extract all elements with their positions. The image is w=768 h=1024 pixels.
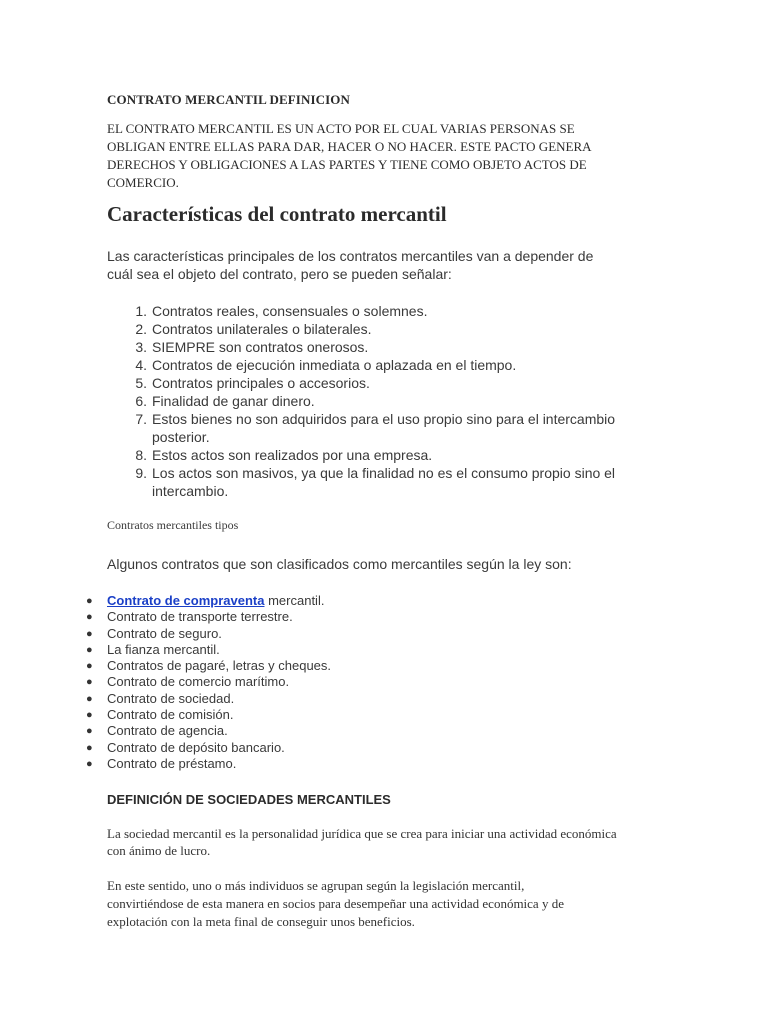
list-item-text-continued: posterior. — [152, 429, 210, 445]
list-item-text: Contratos reales, consensuales o solemnes. — [152, 303, 428, 319]
list-item — [86, 674, 331, 690]
bullet-icon: ● — [86, 660, 93, 673]
list-number: 4. — [135, 357, 147, 373]
types-list — [86, 593, 331, 772]
bullet-icon: ● — [86, 757, 93, 770]
list-item — [86, 626, 331, 642]
list-item-text-continued: intercambio. — [152, 483, 229, 499]
paragraph-line: convirtiéndose de esta manera en socios para desempeñar una actividad económica y de — [107, 896, 564, 911]
list-item — [110, 320, 615, 338]
list-number: 1. — [135, 303, 147, 319]
bullet-icon: ● — [86, 725, 93, 738]
characteristics-list — [110, 302, 615, 500]
list-item — [86, 707, 331, 723]
list-number: 7. — [135, 411, 147, 427]
bullet-icon: ● — [86, 741, 93, 754]
list-item-text: Contratos principales o accesorios. — [152, 375, 370, 391]
definition-line: COMERCIO. — [107, 175, 179, 190]
intro-line: Las características principales de los contratos mercantiles van a depender de — [107, 248, 594, 264]
list-number: 8. — [135, 447, 147, 463]
list-item-text: Contrato de depósito bancario. — [107, 739, 285, 755]
list-item — [86, 609, 331, 625]
list-item — [110, 302, 615, 320]
list-item-text: Contrato de préstamo. — [107, 755, 237, 771]
definition-line: EL CONTRATO MERCANTIL ES UN ACTO POR EL CUAL VARIAS PERSONAS SE — [107, 121, 575, 136]
paragraph-line: con ánimo de lucro. — [107, 843, 211, 858]
list-item-text: Contrato de comisión. — [107, 707, 234, 723]
characteristics-heading: Características del contrato mercantil — [107, 202, 447, 226]
list-item-text: Contrato de transporte terrestre. — [107, 609, 293, 625]
list-item-text: Contrato de comercio marítimo. — [107, 674, 290, 690]
bullet-icon: ● — [86, 611, 93, 624]
definition-paragraph — [107, 120, 647, 192]
list-item — [86, 691, 331, 707]
characteristics-intro — [107, 247, 593, 283]
list-item — [110, 410, 615, 446]
list-number: 9. — [135, 465, 147, 481]
list-item-text: mercantil. — [264, 593, 325, 608]
list-item-text: Contratos de ejecución inmediata o aplazada en el tiempo. — [152, 357, 517, 373]
list-item — [86, 740, 331, 756]
document-title: CONTRATO MERCANTIL DEFINICION — [107, 92, 350, 107]
societies-heading: DEFINICIÓN DE SOCIEDADES MERCANTILES — [107, 792, 391, 807]
compraventa-link[interactable]: Contrato de compraventa — [107, 593, 265, 608]
list-item-text: Finalidad de ganar dinero. — [152, 393, 315, 409]
list-number: 2. — [135, 321, 147, 337]
types-subheading: Contratos mercantiles tipos — [107, 518, 239, 532]
intro-line: cuál sea el objeto del contrato, pero se pueden señalar: — [107, 266, 452, 282]
paragraph-line: explotación con la meta final de conseguir unos beneficios. — [107, 914, 415, 929]
paragraph-line: En este sentido, uno o más individuos se agrupan según la legislación mercantil, — [107, 878, 525, 893]
definition-line: DERECHOS Y OBLIGACIONES A LAS PARTES Y TIENE COMO OBJETO ACTOS DE — [107, 157, 587, 172]
list-number: 3. — [135, 339, 147, 355]
list-item — [110, 356, 615, 374]
societies-definition — [107, 825, 617, 859]
bullet-icon: ● — [86, 643, 93, 656]
types-intro: Algunos contratos que son clasificados como mercantiles según la ley son: — [107, 556, 572, 572]
list-item — [86, 642, 331, 658]
list-item-text: Contrato de sociedad. — [107, 690, 235, 706]
list-item — [86, 723, 331, 739]
list-item — [110, 464, 615, 500]
list-number: 5. — [135, 375, 147, 391]
list-item — [86, 756, 331, 772]
list-item — [110, 338, 615, 356]
list-item — [110, 446, 615, 464]
bullet-icon: ● — [86, 692, 93, 705]
bullet-icon: ● — [86, 709, 93, 722]
bullet-icon: ● — [86, 627, 93, 640]
list-item — [110, 392, 615, 410]
list-item-text: Contratos unilaterales o bilaterales. — [152, 321, 372, 337]
bullet-icon: ● — [86, 595, 93, 607]
list-item — [110, 374, 615, 392]
bullet-icon: ● — [86, 676, 93, 689]
list-item-text: Contrato de seguro. — [107, 625, 222, 641]
paragraph-line: La sociedad mercantil es la personalidad jurídica que se crea para iniciar una actividad económica — [107, 826, 617, 841]
list-item — [86, 658, 331, 674]
list-item — [86, 593, 331, 609]
list-number: 6. — [135, 393, 147, 409]
list-item-text: SIEMPRE son contratos onerosos. — [152, 339, 369, 355]
societies-explanation — [107, 877, 564, 931]
list-item-text: La fianza mercantil. — [107, 641, 220, 657]
list-item-text: Estos actos son realizados por una empresa. — [152, 447, 433, 463]
list-item-text: Contratos de pagaré, letras y cheques. — [107, 658, 332, 674]
definition-line: OBLIGAN ENTRE ELLAS PARA DAR, HACER O NO HACER. ESTE PACTO GENERA — [107, 139, 592, 154]
list-item-text: Los actos son masivos, ya que la finalidad no es el consumo propio sino el — [152, 465, 616, 481]
list-item-text: Contrato de agencia. — [107, 723, 228, 739]
list-item-text: Estos bienes no son adquiridos para el uso propio sino para el intercambio — [152, 411, 616, 427]
